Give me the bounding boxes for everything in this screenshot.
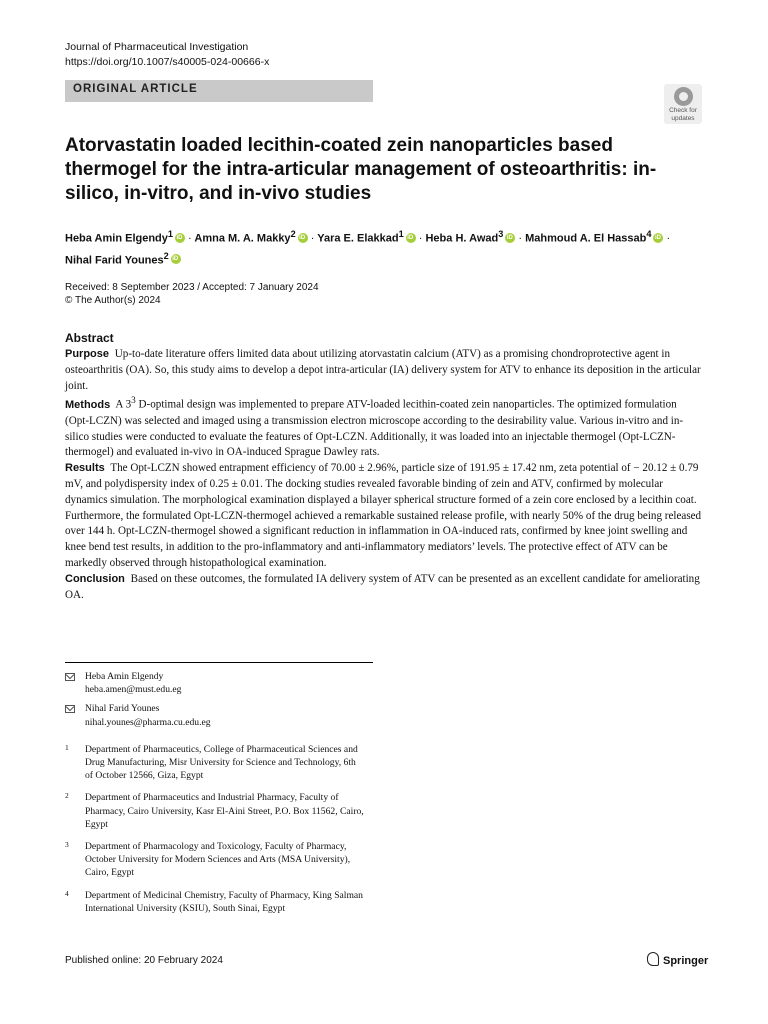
author-separator: · <box>418 232 423 245</box>
check-updates-label-1: Check for <box>669 107 697 114</box>
affiliation <box>65 840 365 880</box>
conclusion-label: Conclusion <box>65 572 125 585</box>
orcid-icon[interactable] <box>406 233 416 243</box>
author-affiliation-sup: 1 <box>398 229 404 239</box>
abstract-methods <box>65 394 703 461</box>
author-list <box>65 226 715 269</box>
publisher-name: Springer <box>663 955 709 967</box>
affiliation <box>65 889 365 915</box>
abstract-conclusion <box>65 572 703 604</box>
affiliation <box>65 743 365 783</box>
methods-exponent: 3 <box>131 396 136 407</box>
results-text: The Opt-LCZN showed entrapment efficiency of 70.00 ± 2.96%, particle size of 191.95 ± 17.42 nm, zeta potential of − 20.12 ± 0.79 mV, and polydispersity index of 0.25 ± 0.01. The docking studies revealed favorable binding of zein and ATV, confirmed by molecular dynamics simulation. The morphological examination displayed a bilayer spherical structure formed of a zein core enclosed by a lecithin coat. Furthermore, the formulated Opt-LCZN-thermogel achieved a remarkable sustained release profile, with nearly 50% of the drug being released over 144 h. Opt-LCZN-thermogel showed a significant reduction in inflammation in OA-induced rats, confirmed by knee joint swelling and knee bend test results, in addition to the pro-inflammatory and anti-inflammatory mediators’ levels. The protective effect of ATV can be markedly observed through histopathological examination. <box>65 462 702 570</box>
author-affiliation-sup: 1 <box>167 229 173 239</box>
check-updates-icon <box>674 87 693 106</box>
corresponding-author <box>65 702 365 728</box>
author-separator: · <box>188 232 192 245</box>
article-dates <box>65 281 319 307</box>
article-type-bar <box>65 80 373 102</box>
affiliation-text: Department of Medicinal Chemistry, Faculty of Pharmacy, King Salman International University (KSIU), South Sinai, Egypt <box>85 889 363 914</box>
affiliation-number: 2 <box>65 791 69 801</box>
journal-header <box>65 40 269 70</box>
article-title: Atorvastatin loaded lecithin-coated zein nanoparticles based thermogel for the intra-articular management of osteoarthritis: in-silico, in-vitro, and in-vivo studies <box>65 135 657 204</box>
publisher-logo <box>647 952 708 967</box>
affiliation-number: 4 <box>65 888 69 898</box>
author-separator: · <box>310 232 315 245</box>
author-name: Mahmoud A. El Hassab <box>525 232 647 245</box>
contact-name: Nihal Farid Younes <box>85 703 160 715</box>
journal-name: Journal of Pharmaceutical Investigation <box>65 41 249 53</box>
affiliation-text: Department of Pharmacology and Toxicology, Faculty of Pharmacy, October University for Modern Sciences and Arts (MSA University), Cairo, Egypt <box>85 841 351 879</box>
orcid-icon[interactable] <box>171 254 181 264</box>
copyright-notice: © The Author(s) 2024 <box>65 295 161 306</box>
conclusion-text: Based on these outcomes, the formulated IA delivery system of ATV can be presented as an excellent candidate for ameliorating OA. <box>65 572 700 601</box>
author-name: Heba Amin Elgendy <box>65 232 168 245</box>
orcid-icon[interactable] <box>505 233 515 243</box>
footnotes <box>65 670 365 924</box>
envelope-icon <box>65 705 75 713</box>
purpose-text: Up-to-date literature offers limited data about utilizing atorvastatin calcium (ATV) as a promising chondroprotective agent in osteoarthritis (OA). So, this study aims to develop a depot intra-articular (IA) delivery system for ATV to enhance its deposition in the articular joint. <box>65 348 701 392</box>
author-affiliation-sup: 2 <box>163 250 169 261</box>
check-for-updates-button[interactable] <box>664 84 702 124</box>
affiliation-number: 3 <box>65 840 69 850</box>
published-online-date: Published online: 20 February 2024 <box>65 955 223 966</box>
abstract-results <box>65 461 703 572</box>
footnote-divider <box>65 662 373 663</box>
affiliation <box>65 791 365 831</box>
author-name: Yara E. Elakkad <box>317 232 399 245</box>
abstract-heading: Abstract <box>65 331 114 345</box>
received-accepted-dates: Received: 8 September 2023 / Accepted: 7 January 2024 <box>65 282 319 293</box>
affiliation-number: 1 <box>65 742 69 752</box>
orcid-icon[interactable] <box>653 233 663 243</box>
affiliation-text: Department of Pharmaceutics, College of Pharmaceutical Sciences and Drug Manufacturing, Misr University for Science and Technology, 6th of October 12566, Giza, Egypt <box>85 743 358 782</box>
envelope-icon <box>65 673 75 681</box>
corresponding-author <box>65 670 365 696</box>
check-updates-label-2: updates <box>671 115 695 122</box>
affiliation-text: Department of Pharmaceutics and Industrial Pharmacy, Faculty of Pharmacy, Cairo University, Kasr El-Aini Street, P.O. Box 11562, Cairo, Egypt <box>85 792 364 830</box>
author-name: Amna M. A. Makky <box>194 232 291 245</box>
orcid-icon[interactable] <box>175 233 185 243</box>
methods-text: D-optimal design was implemented to prepare ATV-loaded lecithin-coated zein nanoparticles. The optimized formulation (Opt-LCZN) was selected and imaged using a transmission electron microscope according to the desirability value. Various in-vitro and in-silico studies were conducted to evaluate the features of Opt-LCZN. Additionally, it was loaded into an injectable thermogel (Opt-LCZN-thermogel) and evaluated in-vivo in OA-induced Sprague Dawley rats. <box>65 399 684 459</box>
article-type: ORIGINAL ARTICLE <box>73 83 198 95</box>
contact-name: Heba Amin Elgendy <box>85 671 164 682</box>
author-affiliation-sup: 3 <box>498 229 504 239</box>
contact-email[interactable]: nihal.younes@pharma.cu.edu.eg <box>85 716 211 728</box>
purpose-label: Purpose <box>65 348 110 360</box>
author-separator: · <box>666 232 671 245</box>
methods-text-prefix: A 3 <box>115 399 132 412</box>
results-label: Results <box>65 462 105 475</box>
author-name: Heba H. Awad <box>425 232 499 245</box>
orcid-icon[interactable] <box>298 233 308 243</box>
author-separator: · <box>518 232 523 245</box>
methods-label: Methods <box>65 399 111 412</box>
abstract-purpose <box>65 347 703 394</box>
contact-email[interactable]: heba.amen@must.edu.eg <box>85 684 182 696</box>
springer-horse-icon <box>647 952 659 966</box>
author-affiliation-sup: 4 <box>646 229 652 239</box>
abstract-body <box>65 347 703 603</box>
author-name: Nihal Farid Younes <box>65 254 164 267</box>
author-affiliation-sup: 2 <box>290 229 296 239</box>
doi-link[interactable]: https://doi.org/10.1007/s40005-024-00666-x <box>65 56 270 68</box>
